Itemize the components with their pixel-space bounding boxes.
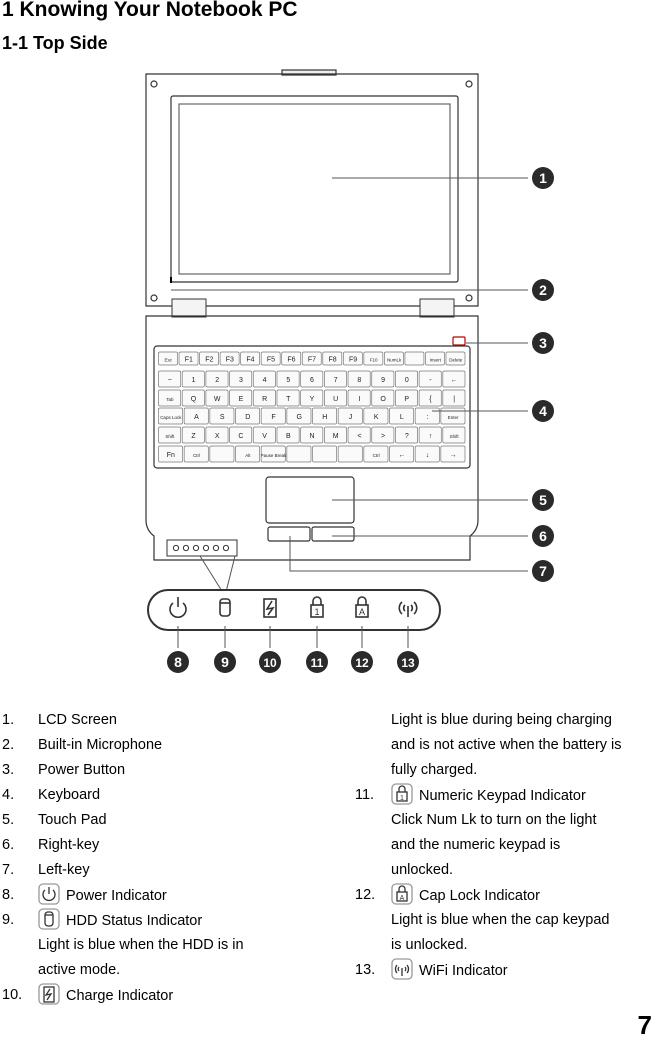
battery-icon bbox=[38, 983, 60, 1005]
callout-2 bbox=[532, 279, 554, 301]
svg-text:1: 1 bbox=[539, 170, 547, 186]
list-item-description: and the numeric keypad is bbox=[391, 837, 561, 853]
key bbox=[395, 427, 417, 443]
svg-text:Ctrl: Ctrl bbox=[372, 453, 380, 458]
list-item-number: 6. bbox=[2, 837, 15, 853]
list-item-label: Power Button bbox=[38, 762, 126, 778]
svg-text:F7: F7 bbox=[307, 356, 317, 364]
list-item-description: Light is blue when the cap keypad bbox=[391, 912, 610, 928]
svg-text:Ctrl: Ctrl bbox=[193, 453, 200, 458]
svg-text:J: J bbox=[348, 414, 353, 421]
svg-text:4: 4 bbox=[539, 403, 547, 419]
key bbox=[210, 446, 234, 462]
svg-text:Esc: Esc bbox=[164, 357, 173, 363]
key bbox=[159, 427, 181, 443]
key bbox=[324, 427, 346, 443]
key bbox=[241, 352, 260, 365]
key bbox=[324, 390, 346, 406]
indicator-panel-enlarged bbox=[148, 590, 440, 630]
key bbox=[419, 371, 441, 387]
key bbox=[443, 427, 465, 443]
led-dot bbox=[223, 545, 228, 550]
key bbox=[390, 408, 414, 424]
key bbox=[182, 390, 204, 406]
svg-text:B: B bbox=[285, 433, 291, 440]
svg-text:~: ~ bbox=[167, 377, 172, 384]
key bbox=[206, 371, 228, 387]
svg-text:3: 3 bbox=[539, 335, 547, 351]
key bbox=[441, 408, 465, 424]
svg-text:N: N bbox=[309, 433, 315, 440]
key bbox=[287, 446, 311, 462]
key bbox=[384, 352, 403, 365]
svg-text:|: | bbox=[453, 396, 456, 403]
page-title: 1 Knowing Your Notebook PC bbox=[2, 0, 298, 21]
key bbox=[323, 352, 342, 365]
list-item-label: Keyboard bbox=[38, 787, 101, 803]
key bbox=[206, 390, 228, 406]
list-item-number: 12. bbox=[355, 887, 376, 903]
list-item-label: Touch Pad bbox=[38, 812, 107, 828]
svg-text:A: A bbox=[194, 414, 199, 421]
svg-text:7: 7 bbox=[539, 563, 547, 579]
key bbox=[236, 446, 260, 462]
callout-12 bbox=[351, 651, 373, 673]
svg-text:8: 8 bbox=[174, 654, 182, 670]
list-item-number: 4. bbox=[2, 787, 15, 803]
led-dot bbox=[193, 545, 198, 550]
touchpad bbox=[266, 477, 354, 541]
key bbox=[301, 427, 323, 443]
svg-text:1: 1 bbox=[191, 377, 196, 384]
list-item-description: unlocked. bbox=[391, 862, 454, 878]
power-icon bbox=[38, 883, 60, 905]
key bbox=[301, 371, 323, 387]
key bbox=[282, 352, 301, 365]
key bbox=[343, 352, 362, 365]
svg-text:F10: F10 bbox=[369, 357, 378, 363]
key bbox=[184, 446, 208, 462]
list-item-description: is unlocked. bbox=[391, 937, 468, 953]
svg-text:T: T bbox=[286, 396, 291, 403]
svg-text:D: D bbox=[245, 414, 251, 421]
svg-text:F1: F1 bbox=[184, 356, 193, 364]
svg-text:L: L bbox=[399, 414, 404, 421]
key bbox=[443, 371, 465, 387]
key bbox=[405, 352, 424, 365]
key bbox=[159, 352, 178, 365]
svg-text:9: 9 bbox=[221, 654, 229, 670]
svg-text:3: 3 bbox=[238, 377, 243, 384]
key bbox=[364, 446, 388, 462]
svg-text:G: G bbox=[296, 414, 302, 421]
key bbox=[253, 371, 275, 387]
svg-text:V: V bbox=[262, 433, 267, 440]
list-item-label: WiFi Indicator bbox=[391, 958, 508, 984]
svg-text:6: 6 bbox=[310, 377, 314, 384]
callout-11 bbox=[306, 651, 328, 673]
key bbox=[419, 427, 441, 443]
list-item-label: A Cap Lock Indicator bbox=[391, 883, 540, 909]
svg-text:Alt: Alt bbox=[245, 453, 251, 458]
svg-text:U: U bbox=[333, 396, 339, 403]
key bbox=[313, 408, 337, 424]
key bbox=[338, 408, 362, 424]
svg-text:A: A bbox=[399, 895, 405, 902]
list-item-description: Click Num Lk to turn on the light bbox=[391, 812, 597, 828]
key bbox=[419, 390, 441, 406]
keyboard bbox=[159, 352, 466, 462]
svg-text:Pause Break: Pause Break bbox=[260, 453, 287, 458]
laptop-lid bbox=[146, 70, 478, 306]
list-item-description: fully charged. bbox=[391, 762, 478, 778]
key bbox=[277, 427, 299, 443]
notebook-top-diagram bbox=[0, 60, 660, 690]
svg-text:Caps Lock: Caps Lock bbox=[160, 415, 182, 420]
svg-text:M: M bbox=[332, 433, 339, 440]
list-item-label: Charge Indicator bbox=[38, 983, 173, 1009]
indicator-strip bbox=[167, 540, 237, 596]
callout-10 bbox=[259, 651, 281, 673]
led-dot bbox=[183, 545, 188, 550]
svg-text:X: X bbox=[214, 433, 220, 440]
svg-text:13: 13 bbox=[401, 656, 415, 670]
svg-text:1: 1 bbox=[314, 607, 320, 617]
svg-text:-: - bbox=[429, 377, 432, 384]
key bbox=[159, 446, 183, 462]
key bbox=[253, 390, 275, 406]
svg-text:7: 7 bbox=[333, 377, 338, 384]
svg-text:6: 6 bbox=[539, 528, 547, 544]
list-item-description: and is not active when the battery is bbox=[391, 737, 622, 753]
list-item-number: 7. bbox=[2, 862, 15, 878]
key bbox=[301, 390, 323, 406]
key bbox=[230, 427, 252, 443]
key bbox=[364, 352, 383, 365]
list-item-number: 5. bbox=[2, 812, 15, 828]
list-item-number: 1. bbox=[2, 712, 15, 728]
key bbox=[159, 408, 183, 424]
svg-text:F8: F8 bbox=[328, 356, 337, 364]
list-item-description: Light is blue when the HDD is in bbox=[38, 937, 244, 953]
key bbox=[182, 427, 204, 443]
svg-text:↑: ↑ bbox=[428, 433, 433, 440]
key bbox=[220, 352, 239, 365]
svg-text:F3: F3 bbox=[225, 356, 234, 364]
callout-6 bbox=[532, 525, 554, 547]
led-dot bbox=[173, 545, 178, 550]
list-item-label: HDD Status Indicator bbox=[38, 908, 202, 934]
svg-text:P: P bbox=[404, 396, 410, 403]
svg-text:Fn: Fn bbox=[166, 452, 175, 459]
key bbox=[313, 446, 337, 462]
key bbox=[287, 408, 311, 424]
svg-text:F5: F5 bbox=[266, 356, 276, 364]
svg-text:R: R bbox=[262, 396, 268, 403]
led-dot bbox=[213, 545, 218, 550]
svg-text:Y: Y bbox=[309, 396, 315, 403]
svg-text:H: H bbox=[322, 414, 328, 421]
list-item-label: Left-key bbox=[38, 862, 90, 878]
svg-text:F9: F9 bbox=[348, 356, 358, 364]
svg-text:Q: Q bbox=[190, 396, 197, 403]
key bbox=[395, 371, 417, 387]
svg-text:O: O bbox=[380, 396, 386, 403]
key bbox=[230, 371, 252, 387]
key bbox=[277, 390, 299, 406]
key bbox=[159, 371, 181, 387]
svg-text:11: 11 bbox=[310, 656, 324, 670]
svg-text:F2: F2 bbox=[205, 356, 214, 364]
svg-text:0: 0 bbox=[404, 377, 409, 384]
list-item-number: 13. bbox=[355, 962, 376, 978]
svg-text:<: < bbox=[357, 433, 362, 440]
svg-text:A: A bbox=[358, 607, 366, 617]
callout-3 bbox=[532, 332, 554, 354]
callout-1 bbox=[532, 167, 554, 189]
list-item-number: 11. bbox=[355, 787, 375, 803]
callout-9 bbox=[214, 651, 236, 673]
capslock-icon bbox=[391, 883, 413, 905]
list-item-number: 10. bbox=[2, 987, 23, 1003]
callout-7 bbox=[532, 560, 554, 582]
list-item-label: LCD Screen bbox=[38, 712, 117, 728]
svg-text:5: 5 bbox=[539, 492, 547, 508]
svg-text:2: 2 bbox=[539, 282, 547, 298]
callout-13 bbox=[397, 651, 419, 673]
hinges bbox=[172, 299, 454, 317]
callout-8 bbox=[167, 651, 189, 673]
svg-text:S: S bbox=[219, 414, 225, 421]
svg-text::: : bbox=[426, 414, 429, 421]
svg-text:Shift: Shift bbox=[165, 434, 175, 439]
key bbox=[210, 408, 234, 424]
key bbox=[348, 390, 370, 406]
svg-text:←: ← bbox=[450, 377, 458, 384]
list-item-number: 9. bbox=[2, 912, 15, 928]
page-number: 7 bbox=[637, 1010, 652, 1040]
list-item-description: Light is blue during being charging bbox=[391, 712, 612, 728]
svg-text:12: 12 bbox=[355, 656, 369, 670]
numlock-icon bbox=[391, 783, 413, 805]
svg-text:1: 1 bbox=[400, 795, 404, 802]
svg-text:Insert: Insert bbox=[429, 357, 441, 363]
section-title: 1-1 Top Side bbox=[2, 33, 108, 53]
svg-text:←: ← bbox=[398, 452, 406, 459]
list-item-label: 1 Numeric Keypad Indicator bbox=[391, 783, 586, 809]
key bbox=[372, 371, 394, 387]
svg-text:F4: F4 bbox=[246, 356, 255, 364]
key bbox=[443, 390, 465, 406]
key bbox=[348, 427, 370, 443]
svg-text:W: W bbox=[213, 396, 221, 403]
key bbox=[372, 390, 394, 406]
key bbox=[446, 352, 465, 365]
wifi-icon bbox=[391, 958, 413, 980]
svg-text:>: > bbox=[381, 433, 386, 440]
svg-text:→: → bbox=[449, 452, 457, 459]
key bbox=[302, 352, 321, 365]
key bbox=[206, 427, 228, 443]
key bbox=[184, 408, 208, 424]
svg-text:I: I bbox=[358, 396, 361, 403]
key bbox=[364, 408, 388, 424]
svg-text:C: C bbox=[238, 433, 244, 440]
key bbox=[348, 371, 370, 387]
svg-text:8: 8 bbox=[357, 377, 362, 384]
svg-text:Tab: Tab bbox=[166, 397, 174, 402]
key bbox=[236, 408, 260, 424]
list-item-number: 3. bbox=[2, 762, 15, 778]
hdd-icon bbox=[38, 908, 60, 930]
callout-4 bbox=[532, 400, 554, 422]
svg-text:{: { bbox=[429, 396, 432, 403]
key bbox=[261, 352, 280, 365]
key bbox=[159, 390, 181, 406]
svg-text:NumLk: NumLk bbox=[387, 357, 402, 363]
list-item-label: Right-key bbox=[38, 837, 100, 853]
svg-text:Z: Z bbox=[191, 433, 196, 440]
svg-text:E: E bbox=[238, 396, 244, 403]
key bbox=[253, 427, 275, 443]
list-item-description: active mode. bbox=[38, 962, 121, 978]
list-item-label: Built-in Microphone bbox=[38, 737, 163, 753]
svg-text:?: ? bbox=[404, 433, 409, 440]
key bbox=[372, 427, 394, 443]
key bbox=[261, 408, 285, 424]
svg-text:↓: ↓ bbox=[425, 452, 430, 459]
key bbox=[200, 352, 219, 365]
key bbox=[230, 390, 252, 406]
list-item-number: 8. bbox=[2, 887, 15, 903]
key bbox=[415, 408, 439, 424]
key bbox=[425, 352, 444, 365]
svg-text:2: 2 bbox=[215, 377, 220, 384]
svg-text:Enter: Enter bbox=[447, 415, 459, 420]
key bbox=[261, 446, 288, 462]
key bbox=[277, 371, 299, 387]
callout-5 bbox=[532, 489, 554, 511]
key bbox=[179, 352, 198, 365]
svg-text:Shift: Shift bbox=[449, 434, 459, 439]
svg-text:9: 9 bbox=[381, 377, 386, 384]
svg-text:10: 10 bbox=[263, 656, 277, 670]
key bbox=[182, 371, 204, 387]
svg-text:K: K bbox=[373, 414, 379, 421]
key bbox=[395, 390, 417, 406]
svg-text:5: 5 bbox=[286, 377, 291, 384]
svg-text:Delete: Delete bbox=[449, 357, 463, 363]
list-item-label: Power Indicator bbox=[38, 883, 167, 909]
svg-text:F: F bbox=[271, 414, 276, 421]
key bbox=[441, 446, 465, 462]
svg-text:4: 4 bbox=[262, 377, 267, 384]
key bbox=[338, 446, 362, 462]
led-dot bbox=[203, 545, 208, 550]
svg-text:F6: F6 bbox=[287, 356, 296, 364]
list-item-number: 2. bbox=[2, 737, 15, 753]
key bbox=[415, 446, 439, 462]
key bbox=[390, 446, 414, 462]
key bbox=[324, 371, 346, 387]
